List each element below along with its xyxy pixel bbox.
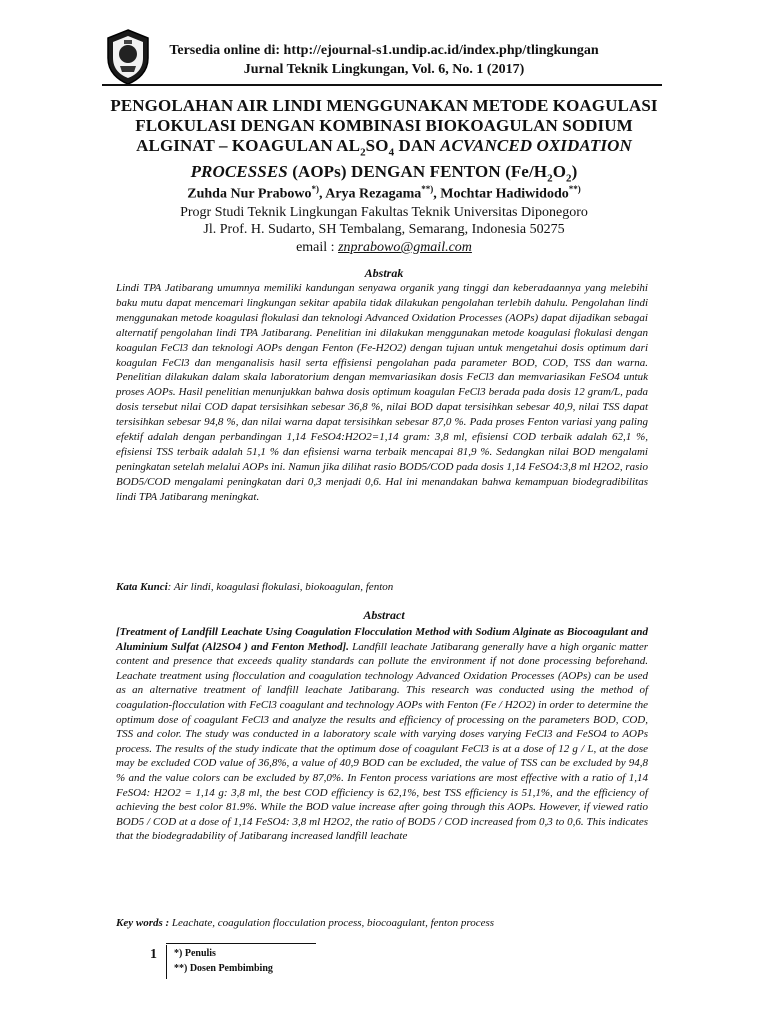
author-name: Mochtar Hadiwidodo [440, 186, 569, 202]
abstrak-heading: Abstrak [364, 266, 404, 280]
abstrak-body: Lindi TPA Jatibarang umumnya memiliki kandungan senyawa organik yang tinggi dan keberadaannya yang melebihi baku mutu dapat mencemari lingkungan sekitar apabila tidak dilakukan pengolahan terlebih dahulu. Pengolahan lindi menggunakan metode koagulasi flokulasi dan teknologi Advanced Oxidation Processes (AOPs) dapat dijadikan sebagai alternatif pengolahan lindi TPA Jatibarang. Penelitian ini dilakukan menggunakan metode koagulasi flokulasi dengan koagulan FeCl3 dan teknologi AOPs dengan Fenton (Fe-H2O2) dengan tujuan untuk mengetahui dosis optimum dari koagulan FeCl3 dan menganalisis hasil serta effisiensi pengolahan pada parameter BOD, COD, TSS dan warna. Penelitian dilakukan dalam skala laboratorium dengan memvariasikan dosis FeCl3 dan memvariasikan FeSO4 untuk proses AOPs. Hasil penelitian menunjukkan bahwa dosis optimum koagulan FeCl3 berada pada dosis 12 gram/L, pada dosis tersebut nilai COD dapat tersisihkan sebesar 36,8 %, nilai BOD dapat tersisihkan sebesar 40,9, nilai TSS dapat tersisihkan sebesar 94,8 %, dan nilai warna dapat tersisihkan sebesar 87,0 %. Pada proses Fenton variasi yang paling efektif adalah dengan perbandingan 1,14 FeSO4:H2O2=1,14 gram: 3,8 ml, efisiensi COD terbaik adalah 62,1 %, efisiensi TSS terbaik adalah 51,1 % dan efisiensi warna terbaik mencapai 81,9 %. Sedangkan nilai BOD mengalami peningkatan setelah melalui AOPs ini. Namun jika dilihat rasio BOD5/COD pada dosis 1,14 FeSO4:3,8 ml H2O2, rasio BOD5/COD mengalami peningkatan dari 0,3 menjadi 0,6. Hal ini menandakan bahwa kemampuan biodegradibilitas lindi TPA Jatibarang meningkat. [116, 282, 648, 503]
email-line: email : znprabowo@gmail.com [296, 240, 472, 255]
address-line: Jl. Prof. H. Sudarto, SH Tembalang, Semarang, Indonesia 50275 [203, 222, 565, 237]
kata-kunci-label: Kata Kunci [116, 581, 168, 593]
title-line-1: PENGOLAHAN AIR LINDI MENGGUNAKAN METODE KOAGULASI [110, 96, 658, 115]
journal-url-line: Tersedia online di: http://ejournal-s1.undip.ac.id/index.php/tlingkungan [169, 43, 599, 58]
abstract-body: [Treatment of Landfill Leachate Using Coagulation Flocculation Method with Sodium Alginate as Biocoagulant and Aluminium Sulfat (Al2SO4 ) and Fenton Method]. Landfill leachate Jatibarang generally have a high organic matter content and presence that exceeds quality standards can pollute the environment if not done processing beforehand. Leachate treatment using flocculation and coagulation technology Advanced Oxidation Processes (AOPs) can be used as an alternative treatment of landfill leachate Jatibarang. This research was conducted using the method of coagulation-flocculation with FeCl3 coagulant and technology AOPs with Fenton (Fe / H2O2) in order to determine the optimum dose of coagulant FeCl3 and analyze the results and efficiency of processing on the parameters BOD, COD, TSS and color. The study was conducted in a laboratory scale with varying doses varying FeCl3 and FeSO4 to AOPs process. The results of the study indicate that the optimum dose of coagulant FeCl3 is at a dose of 12 g / L, at the dose may be excluded COD value of 36,8%, a value of 40,9 BOD can be excluded, the value of TSS can be excluded by 94,8 % and the value colors can be excluded by 87,0%. In Fenton process variations are most effective with a ratio of 1,14 FeSO4: H2O2 = 1,14 g: 3,8 ml, the best COD efficiency is 62,1%, best TSS efficiency is 51,1%, and the efficiency of achieving the best color 81.9%. While the BOD value increase after going through this AOPs. However, if viewed ratio BOD5 / COD at a dose of 1,14 FeSO4: 3,8 ml H2O2, the ratio of BOD5 / COD increased from 0,3 to 0,6. This indicates that the biodegradability of Jatibarang increased landfill leachate [116, 626, 648, 843]
footnote-penulis: *) Penulis [174, 948, 216, 959]
footnote-pembimbing: **) Dosen Pembimbing [174, 963, 273, 974]
journal-volume-line: Jurnal Teknik Lingkungan, Vol. 6, No. 1 (2017) [243, 62, 525, 77]
author-name: Zuhda Nur Prabowo [187, 186, 312, 202]
footer-rule [166, 943, 316, 944]
title-line-4: PROCESSES (AOPs) DENGAN FENTON $(Fe/H_2O_2)$ [190, 162, 578, 185]
page-number: 1 [150, 947, 157, 962]
author-list: Zuhda Nur Prabowo*), Arya Rezagama**), Mochtar Hadiwidodo**) [187, 184, 581, 202]
header-rule [102, 84, 662, 86]
affiliation-line: Progr Studi Teknik Lingkungan Fakultas Teknik Universitas Diponegoro [180, 205, 588, 220]
kata-kunci: Kata Kunci: Air lindi, koagulasi flokulasi, biokoagulan, fenton [116, 581, 394, 593]
author-name: Arya Rezagama [325, 186, 422, 202]
page-divider [166, 945, 167, 979]
email-link[interactable]: znprabowo@gmail.com [338, 240, 472, 255]
paper-title [100, 96, 668, 189]
title-line-2: FLOKULASI DENGAN KOMBINASI BIOKOAGULAN SODIUM [135, 116, 633, 135]
key-words: Key words : Leachate, coagulation flocculation process, biocoagulant, fenton process [116, 917, 495, 929]
key-words-label: Key words : [116, 917, 170, 929]
title-line-3: ALGINAT – KOAGULAN $AL_2SO_4$ DAN ACVANCED OXIDATION [136, 136, 632, 159]
abstract-heading: Abstract [363, 608, 405, 622]
english-title: [Treatment of Landfill Leachate Using Coagulation Flocculation Method with Sodium Alginate as Biocoagulant and Aluminium Sulfat (Al2SO4 ) and Fenton Method]. [116, 626, 648, 653]
